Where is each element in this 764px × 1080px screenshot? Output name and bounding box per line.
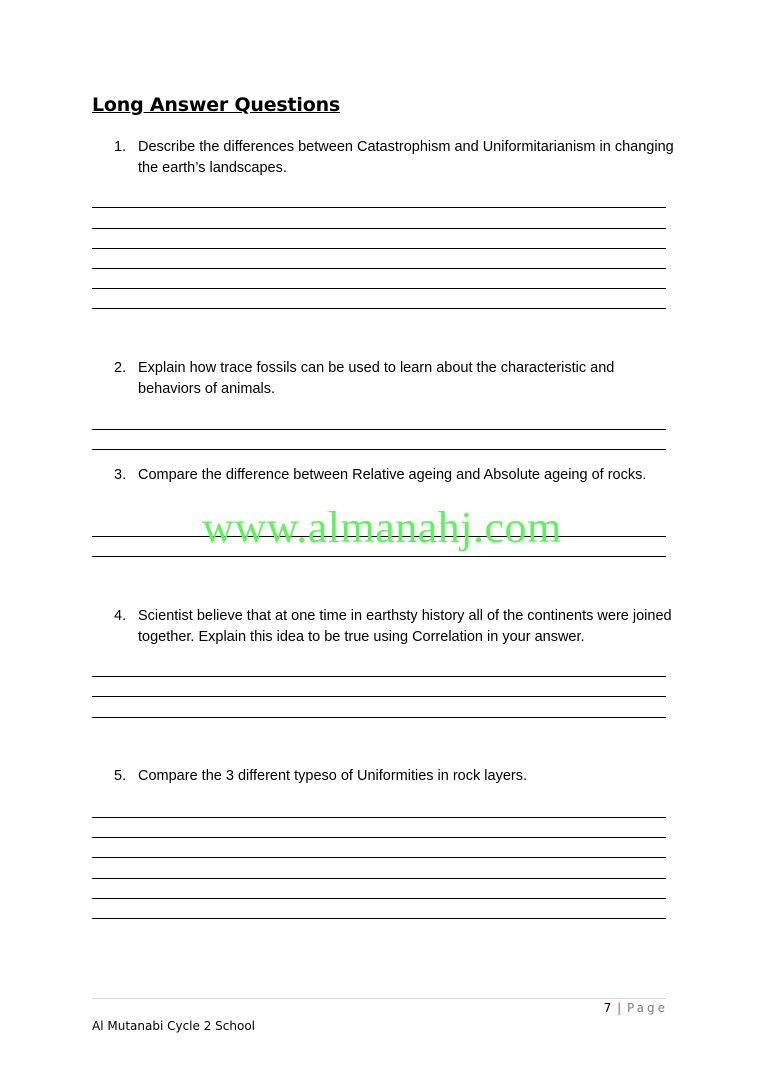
question-text: Scientist believe that at one time in earthsty history all of the continents were joined together. Explain this idea to be true using Correlation in your answer. (138, 608, 672, 645)
page-label: Page (626, 1001, 668, 1015)
answer-line (92, 207, 666, 208)
answer-line (92, 898, 666, 899)
answer-line (92, 857, 666, 858)
school-name: Al Mutanabi Cycle 2 School (92, 1019, 255, 1033)
answer-line (92, 556, 666, 557)
answer-line (92, 696, 666, 697)
question-number: 4. (114, 608, 127, 624)
question-2 (114, 358, 674, 400)
footer-divider (92, 998, 666, 999)
answer-line (92, 918, 666, 919)
question-4 (114, 606, 674, 648)
question-text: Compare the 3 different typeso of Uniformities in rock layers. (138, 768, 527, 784)
answer-line (92, 676, 666, 677)
answer-line (92, 717, 666, 718)
page-separator: | (617, 1001, 622, 1015)
page-title: Long Answer Questions (92, 94, 341, 116)
answer-line (92, 308, 666, 309)
question-text: Explain how trace fossils can be used to learn about the characteristic and behaviors of animals. (138, 360, 615, 397)
answer-line (92, 878, 666, 879)
answer-line (92, 449, 666, 450)
answer-line (92, 288, 666, 289)
answer-line (92, 429, 666, 430)
answer-line (92, 228, 666, 229)
watermark: www.almanahj.com (202, 503, 562, 552)
question-number: 1. (114, 139, 127, 155)
question-3 (114, 465, 674, 486)
answer-line (92, 248, 666, 249)
question-1 (114, 137, 674, 179)
question-number: 3. (114, 467, 127, 483)
question-number: 5. (114, 768, 127, 784)
question-text: Describe the differences between Catastrophism and Uniformitarianism in changing the earth’s landscapes. (138, 139, 674, 176)
page-number-value: 7 (603, 1001, 612, 1015)
question-text: Compare the difference between Relative ageing and Absolute ageing of rocks. (138, 467, 647, 483)
question-number: 2. (114, 360, 127, 376)
question-5 (114, 766, 674, 787)
answer-line (92, 837, 666, 838)
answer-line (92, 817, 666, 818)
answer-line (92, 268, 666, 269)
page-number (604, 1001, 668, 1015)
